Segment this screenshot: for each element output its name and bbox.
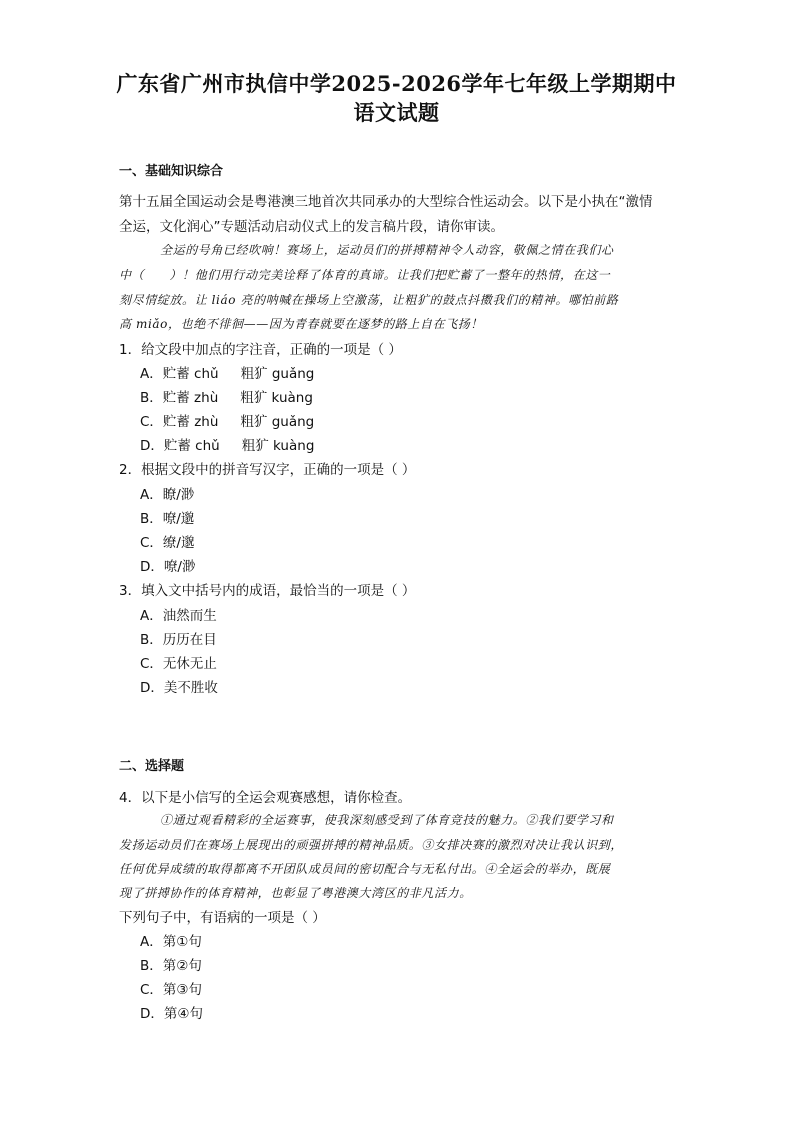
question-4-stem: 4．以下是小信写的全运会观赛感想，请你检查。 (119, 790, 412, 806)
q4-passage-line-1: ①通过观看精彩的全运赛事，使我深刻感受到了体育竞技的魅力。②我们要学习和 (160, 813, 614, 827)
option-part-a: B．贮蓄 zhù (140, 390, 219, 406)
question-2-option-c[interactable]: C．缭/邈 (140, 535, 195, 551)
option-part-a: C．贮蓄 zhù (140, 414, 219, 430)
question-2-option-a[interactable]: A．瞭/渺 (140, 487, 195, 503)
question-1-option-b[interactable] (140, 386, 313, 406)
question-2-stem: 2．根据文段中的拼音写汉字，正确的一项是（ ） (119, 462, 416, 478)
question-4-option-c[interactable]: C．第③句 (140, 982, 203, 998)
q4-passage-line-3: 任何优异成绩的取得都离不开团队成员间的密切配合与无私付出。④全运会的举办，既展 (119, 862, 611, 876)
q4-passage-line-4: 现了拼搏协作的体育精神，也彰显了粤港澳大湾区的非凡活力。 (119, 886, 472, 900)
question-4-option-d[interactable]: D．第④句 (140, 1006, 203, 1022)
option-part-b: 粗犷 guǎng (240, 366, 315, 382)
question-1-option-a[interactable] (140, 362, 314, 382)
question-2-option-b[interactable]: B．嘹/邈 (140, 511, 195, 527)
intro-line-2: 全运，文化润心”专题活动启动仪式上的发言稿片段，请你审读。 (119, 219, 504, 235)
question-2-option-d[interactable]: D．嘹/渺 (140, 559, 196, 575)
page-title-line1: 广东省广州市执信中学2025-2026学年七年级上学期期中 (116, 71, 677, 96)
passage-line-1: 全运的号角已经吹响！赛场上，运动员们的拼搏精神令人动容，敬佩之情在我们心 (160, 243, 614, 257)
question-3-stem: 3．填入文中括号内的成语，最恰当的一项是（ ） (119, 583, 416, 599)
passage-line-4: 高 miǎo，也绝不徘徊——因为青春就要在逐梦的路上自在飞扬！ (119, 317, 484, 331)
question-1-option-d[interactable] (140, 434, 314, 454)
option-part-a: A．贮蓄 chǔ (140, 366, 219, 382)
option-part-b: 粗犷 kuàng (241, 438, 315, 454)
section-heading-choice: 二、选择题 (119, 759, 185, 774)
option-part-a: D．贮蓄 chǔ (140, 438, 220, 454)
question-3-option-a[interactable]: A．油然而生 (140, 608, 217, 624)
question-3-option-c[interactable]: C．无休无止 (140, 656, 217, 672)
option-part-b: 粗犷 kuàng (240, 390, 313, 406)
intro-line-1: 第十五届全国运动会是粤港澳三地首次共同承办的大型综合性运动会。以下是小执在“激情 (119, 194, 653, 210)
question-4-option-a[interactable]: A．第①句 (140, 934, 202, 950)
page-title-line2: 语文试题 (353, 100, 440, 125)
question-1-option-c[interactable] (140, 410, 314, 430)
section-heading-basic: 一、基础知识综合 (119, 164, 224, 179)
option-part-b: 粗犷 guǎng (240, 414, 315, 430)
q4-passage-line-2: 发扬运动员们在赛场上展现出的顽强拼搏的精神品质。③女排决赛的激烈对决让我认识到， (119, 838, 624, 852)
question-4-option-b[interactable]: B．第②句 (140, 958, 202, 974)
question-4-prompt: 下列句子中，有语病的一项是（ ） (119, 910, 326, 926)
passage-line-2: 中（ ）！他们用行动完美诠释了体育的真谛。让我们把贮蓄了一整年的热情，在这一 (119, 268, 611, 282)
question-3-option-d[interactable]: D．美不胜收 (140, 680, 218, 696)
question-3-option-b[interactable]: B．历历在目 (140, 632, 217, 648)
question-1-stem: 1．给文段中加点的字注音，正确的一项是（ ） (119, 342, 402, 358)
passage-line-3: 刻尽情绽放。让 liáo 亮的呐喊在操场上空激荡，让粗犷的鼓点抖擞我们的精神。哪怕前路 (119, 293, 619, 307)
